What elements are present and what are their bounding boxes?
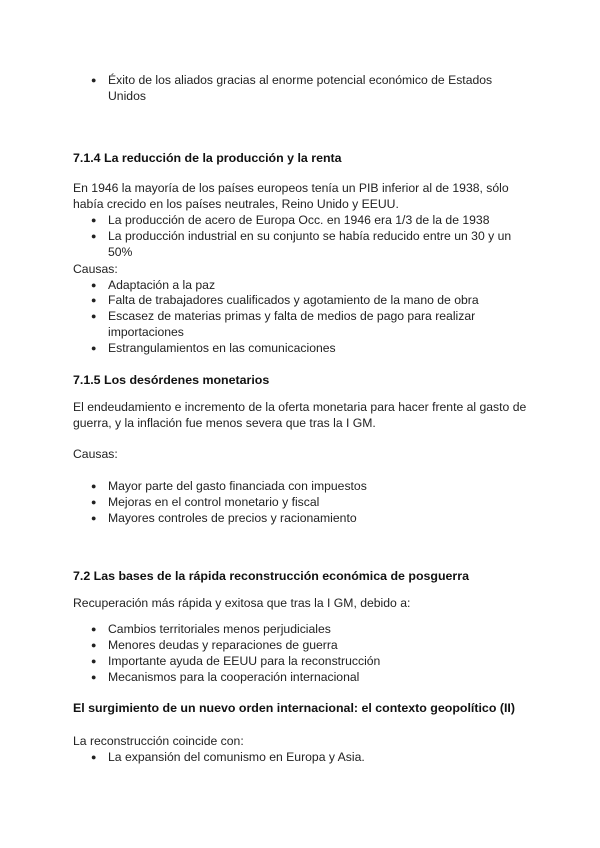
bullet-icon: ● (91, 624, 97, 634)
bullet-icon: ● (91, 752, 97, 762)
paragraph: En 1946 la mayoría de los países europeos tenía un PIB inferior al de 1938, sólo había crecido en los países neutrales, Reino Unido y EEUU. (73, 181, 509, 211)
bullet-icon: ● (91, 497, 97, 507)
list-item-text: Mayores controles de precios y racionamiento (108, 511, 357, 525)
list-item (91, 72, 521, 104)
list-item (91, 212, 521, 228)
list-item (91, 621, 521, 637)
list-item-text: Mejoras en el control monetario y fiscal (108, 495, 320, 509)
list-item-text: Menores deudas y reparaciones de guerra (108, 638, 338, 652)
list-item (91, 669, 521, 685)
bullet-icon: ● (91, 295, 97, 305)
list-item (91, 749, 521, 765)
bullet-icon: ● (91, 231, 97, 241)
paragraph: La reconstrucción coincide con: (73, 734, 244, 748)
list-item (91, 653, 521, 669)
list-item-text: La producción industrial en su conjunto se había reducido entre un 30 y un 50% (108, 229, 512, 259)
section-heading-7-1-5: 7.1.5 Los desórdenes monetarios (73, 373, 270, 387)
bullet-icon: ● (91, 280, 97, 290)
bullet-icon: ● (91, 656, 97, 666)
list-item-text: Escasez de materias primas y falta de medios de pago para realizar importaciones (108, 309, 476, 339)
bullet-icon: ● (91, 75, 97, 85)
bullet-icon: ● (91, 311, 97, 321)
list-item (91, 340, 521, 356)
causes-label: Causas: (73, 262, 118, 276)
causes-label: Causas: (73, 447, 118, 461)
list-item-text: Mecanismos para la cooperación internacional (108, 670, 360, 684)
list-item (91, 228, 521, 260)
list-item (91, 478, 521, 494)
paragraph: Recuperación más rápida y exitosa que tras la I GM, debido a: (73, 596, 411, 610)
bullet-icon: ● (91, 215, 97, 225)
list-item-text: Éxito de los aliados gracias al enorme potencial económico de Estados Unidos (108, 73, 493, 103)
list-item (91, 277, 521, 293)
section-heading-7-2: 7.2 Las bases de la rápida reconstrucción económica de posguerra (73, 569, 469, 583)
list-item-text: Cambios territoriales menos perjudiciales (108, 622, 331, 636)
list-item (91, 637, 521, 653)
bullet-icon: ● (91, 343, 97, 353)
list-item (91, 292, 521, 308)
list-item-text: La producción de acero de Europa Occ. en 1946 era 1/3 de la de 1938 (108, 213, 490, 227)
list-item (91, 308, 521, 340)
bullet-icon: ● (91, 672, 97, 682)
list-item-text: Adaptación a la paz (108, 278, 216, 292)
section-heading-7-1-4: 7.1.4 La reducción de la producción y la renta (73, 151, 342, 165)
paragraph: El endeudamiento e incremento de la oferta monetaria para hacer frente al gasto de guerra, y la inflación fue menos severa que tras la I GM. (73, 400, 527, 430)
list-item (91, 510, 521, 526)
list-item-text: Estrangulamientos en las comunicaciones (108, 341, 336, 355)
list-item-text: Falta de trabajadores cualificados y agotamiento de la mano de obra (108, 293, 479, 307)
bullet-icon: ● (91, 481, 97, 491)
bullet-icon: ● (91, 640, 97, 650)
list-item (91, 494, 521, 510)
list-item-text: Mayor parte del gasto financiada con impuestos (108, 479, 367, 493)
list-item-text: Importante ayuda de EEUU para la reconstrucción (108, 654, 381, 668)
section-heading-geopolitico: El surgimiento de un nuevo orden internacional: el contexto geopolítico (II) (73, 701, 515, 715)
list-item-text: La expansión del comunismo en Europa y Asia. (108, 750, 365, 764)
bullet-icon: ● (91, 513, 97, 523)
